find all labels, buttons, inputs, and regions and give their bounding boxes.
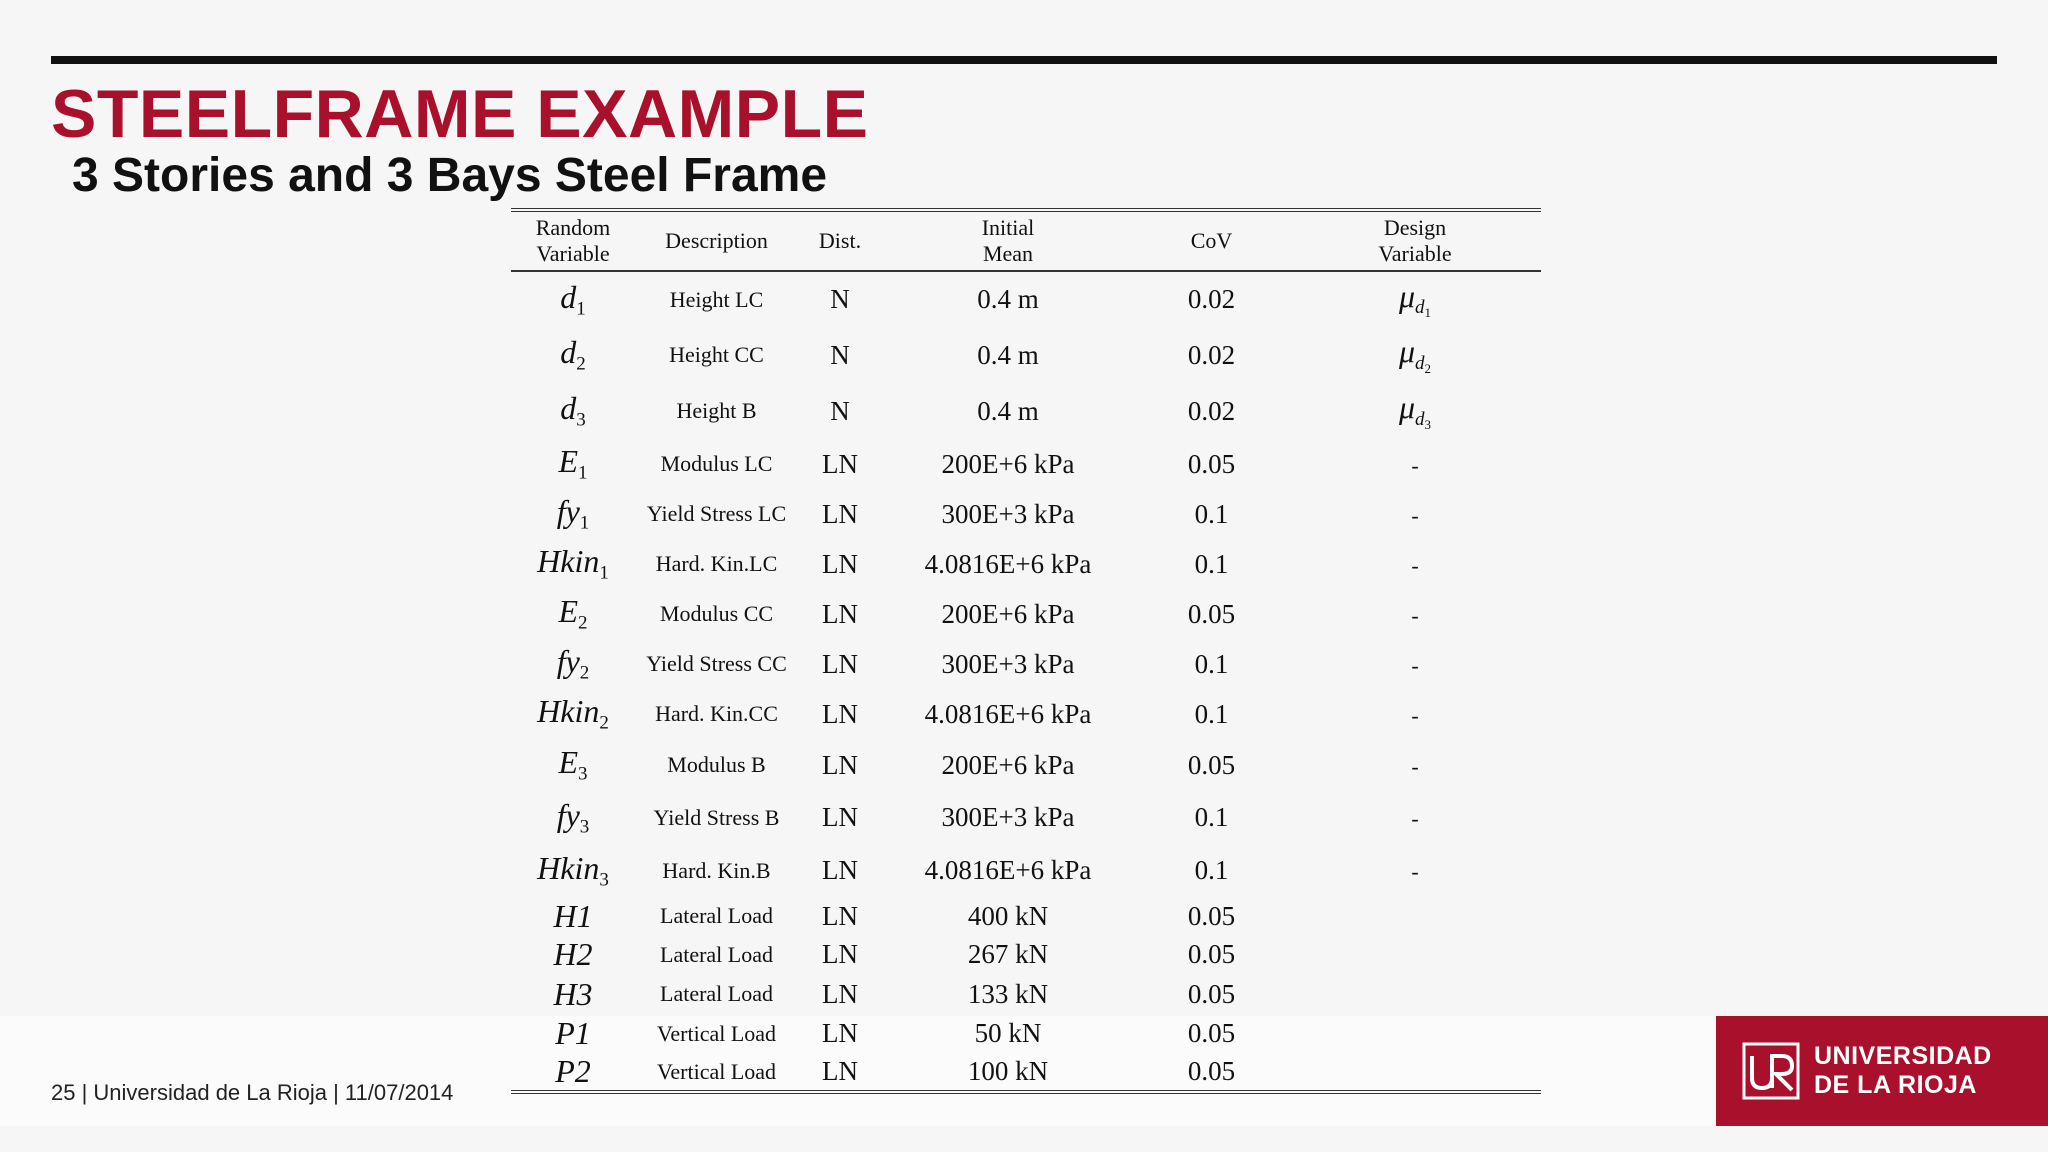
cell-initial-mean: 400 kN — [967, 900, 1049, 931]
design-variable-mu: μ — [1398, 277, 1416, 314]
cell-random-variable — [511, 689, 635, 739]
cell-cov: 0.05 — [1187, 749, 1236, 780]
cell-design-variable — [1289, 589, 1541, 639]
cell-random-variable — [511, 639, 635, 689]
cell-design-variable — [1289, 935, 1541, 974]
random-variable-subscript: 3 — [576, 409, 586, 431]
cell-cov: 0.05 — [1187, 939, 1236, 969]
top-rule — [51, 56, 1997, 64]
cell-design-variable — [1289, 1053, 1541, 1092]
table-row — [511, 271, 1541, 327]
random-variable-symbol — [537, 849, 609, 891]
cell-cov: 0.02 — [1187, 395, 1236, 426]
cell-random-variable — [511, 539, 635, 589]
cell-design-variable — [1289, 791, 1541, 844]
cell-dist: LN — [822, 448, 858, 479]
table-row — [511, 639, 1541, 689]
cell-design-variable — [1289, 439, 1541, 489]
university-logo-text — [1814, 1042, 1992, 1100]
design-variable-value: - — [1411, 552, 1419, 578]
random-variable-base: H2 — [553, 936, 593, 972]
random-variable-base: Hkin — [537, 543, 600, 580]
cell-dist: LN — [822, 598, 858, 629]
design-variable-subsubscript: 3 — [1424, 416, 1432, 432]
cell-design-variable — [1289, 327, 1541, 383]
cell-cov: 0.05 — [1187, 598, 1236, 629]
cell-dist: LN — [822, 900, 858, 931]
cell-design-variable — [1289, 489, 1541, 539]
random-variable-symbol — [556, 493, 590, 534]
random-variable-subscript: 1 — [576, 298, 586, 320]
random-variable-symbol — [555, 1015, 591, 1051]
cell-random-variable — [511, 935, 635, 974]
cell-random-variable — [511, 844, 635, 897]
cell-description: Yield Stress CC — [646, 651, 787, 676]
design-variable-value: - — [1411, 652, 1419, 678]
table-row — [511, 897, 1541, 935]
cell-random-variable — [511, 1053, 635, 1092]
cell-initial-mean: 50 kN — [974, 1018, 1042, 1048]
cell-cov: 0.1 — [1194, 498, 1229, 529]
cell-description: Height B — [676, 398, 757, 423]
cell-cov: 0.05 — [1187, 1018, 1236, 1048]
random-variable-subscript: 3 — [599, 869, 609, 891]
cell-random-variable — [511, 439, 635, 489]
random-variable-symbol — [560, 278, 586, 320]
design-variable-value: - — [1411, 452, 1419, 478]
cell-initial-mean: 300E+3 kPa — [941, 802, 1075, 832]
random-variable-base: E — [558, 443, 579, 480]
design-variable-mu: μ — [1398, 389, 1416, 426]
cell-dist: LN — [822, 498, 858, 529]
cell-design-variable — [1289, 1014, 1541, 1053]
random-variable-base: fy — [556, 493, 580, 530]
table-row — [511, 935, 1541, 974]
design-variable-value: - — [1411, 602, 1419, 628]
cell-design-variable — [1289, 844, 1541, 897]
cell-cov: 0.05 — [1187, 978, 1236, 1009]
random-variable-symbol — [558, 744, 588, 785]
random-variable-subscript: 2 — [579, 662, 590, 684]
random-variable-base: E — [558, 593, 579, 630]
footer-text: 25 | Universidad de La Rioja | 11/07/2014 — [51, 1080, 454, 1105]
university-logo — [1716, 1016, 2048, 1126]
cell-description: Lateral Load — [660, 941, 773, 967]
random-variable-base: d — [560, 278, 577, 315]
cell-initial-mean: 100 kN — [967, 1056, 1049, 1086]
random-variable-symbol — [556, 643, 590, 684]
cell-dist: LN — [822, 698, 858, 729]
cell-dist: LN — [822, 749, 858, 780]
slide-title: STEELFRAME EXAMPLE — [51, 76, 869, 152]
header-description: Description — [635, 210, 798, 271]
table-row — [511, 489, 1541, 539]
cell-design-variable — [1289, 974, 1541, 1014]
cell-description: Height LC — [669, 286, 764, 312]
cell-description: Vertical Load — [656, 1058, 777, 1084]
cell-design-variable — [1289, 539, 1541, 589]
cell-initial-mean: 133 kN — [967, 978, 1049, 1009]
cell-dist: LN — [822, 978, 858, 1009]
cell-description: Lateral Load — [660, 903, 773, 928]
design-variable-value: - — [1411, 702, 1419, 728]
random-variable-subscript: 3 — [578, 763, 588, 785]
design-variable-symbol — [1398, 389, 1432, 432]
table-row — [511, 327, 1541, 383]
table-body — [511, 271, 1541, 1092]
cell-initial-mean: 200E+6 kPa — [941, 598, 1075, 629]
random-variable-subscript: 3 — [579, 816, 590, 838]
cell-description: Yield Stress B — [653, 804, 780, 830]
cell-initial-mean: 4.0816E+6 kPa — [924, 548, 1092, 579]
random-variable-base: d — [560, 334, 577, 371]
table-row — [511, 689, 1541, 739]
design-variable-subscript: d — [1415, 408, 1425, 430]
random-variable-base: H1 — [553, 897, 593, 934]
random-variable-base: H3 — [553, 975, 593, 1012]
random-variable-base: P2 — [555, 1053, 591, 1089]
random-variable-symbol — [537, 693, 609, 734]
logo-line-1: UNIVERSIDAD — [1814, 1042, 1992, 1070]
random-variable-subscript: 1 — [579, 512, 590, 534]
cell-cov: 0.1 — [1194, 548, 1229, 579]
random-variable-symbol — [555, 1053, 591, 1089]
table-row — [511, 1053, 1541, 1092]
random-variable-symbol — [560, 334, 586, 375]
cell-dist: N — [830, 284, 850, 314]
cell-random-variable — [511, 1014, 635, 1053]
cell-random-variable — [511, 791, 635, 844]
cell-cov: 0.1 — [1194, 698, 1229, 729]
random-variable-base: Hkin — [537, 693, 600, 730]
cell-dist: N — [830, 339, 850, 370]
cell-random-variable — [511, 489, 635, 539]
random-variable-base: Hkin — [537, 849, 600, 886]
table-row — [511, 1014, 1541, 1053]
cell-cov: 0.02 — [1187, 284, 1236, 314]
cell-initial-mean: 0.4 m — [977, 395, 1039, 426]
random-variable-subscript: 2 — [576, 353, 586, 375]
cell-random-variable — [511, 739, 635, 791]
random-variable-subscript: 1 — [578, 462, 588, 484]
cell-random-variable — [511, 974, 635, 1014]
header-initial-mean: Initial Mean — [882, 210, 1134, 271]
random-variable-subscript: 2 — [599, 712, 609, 734]
cell-description: Modulus B — [667, 752, 766, 777]
header-random-variable: Random Variable — [511, 210, 635, 271]
cell-cov: 0.1 — [1194, 855, 1229, 885]
cell-initial-mean: 0.4 m — [977, 284, 1039, 314]
random-variable-symbol — [558, 443, 588, 484]
cell-design-variable — [1289, 271, 1541, 327]
cell-cov: 0.05 — [1187, 900, 1236, 931]
cell-initial-mean: 4.0816E+6 kPa — [924, 698, 1092, 729]
random-variable-symbol — [553, 898, 592, 934]
cell-dist: LN — [822, 1018, 858, 1048]
cell-design-variable — [1289, 383, 1541, 439]
cell-initial-mean: 267 kN — [967, 939, 1049, 969]
cell-random-variable — [511, 271, 635, 327]
design-variable-symbol — [1398, 333, 1432, 376]
design-variable-value: - — [1411, 753, 1419, 779]
random-variable-subscript: 2 — [578, 612, 588, 634]
design-variable-symbol — [1398, 277, 1432, 321]
table-row — [511, 974, 1541, 1014]
cell-initial-mean: 200E+6 kPa — [941, 448, 1075, 479]
cell-initial-mean: 300E+3 kPa — [941, 498, 1075, 529]
cell-random-variable — [511, 383, 635, 439]
cell-random-variable — [511, 897, 635, 935]
cell-dist: LN — [822, 548, 858, 579]
header-dist: Dist. — [798, 210, 882, 271]
random-variable-base: P1 — [555, 1015, 591, 1051]
university-logo-icon — [1742, 1042, 1800, 1100]
cell-dist: LN — [822, 1056, 858, 1086]
table-row — [511, 383, 1541, 439]
cell-design-variable — [1289, 897, 1541, 935]
table-row — [511, 791, 1541, 844]
design-variable-value: - — [1411, 502, 1419, 528]
logo-line-2: DE LA RIOJA — [1814, 1071, 1977, 1099]
cell-random-variable — [511, 589, 635, 639]
cell-description: Hard. Kin.CC — [655, 701, 778, 726]
random-variable-symbol — [553, 976, 592, 1012]
cell-design-variable — [1289, 689, 1541, 739]
random-variable-subscript: 1 — [599, 562, 609, 584]
design-variable-mu: μ — [1398, 333, 1416, 370]
cell-description: Modulus CC — [659, 601, 774, 626]
random-variable-base: fy — [556, 643, 580, 680]
design-variable-value: - — [1411, 806, 1419, 831]
cell-description: Hard. Kin.B — [662, 857, 771, 883]
random-variable-symbol — [556, 796, 590, 838]
cell-initial-mean: 0.4 m — [977, 339, 1039, 370]
random-variable-symbol — [553, 936, 592, 972]
design-variable-value: - — [1411, 859, 1419, 884]
design-variable-subsubscript: 1 — [1424, 305, 1432, 321]
cell-cov: 0.1 — [1194, 802, 1229, 832]
cell-description: Vertical Load — [656, 1020, 777, 1046]
cell-dist: LN — [822, 939, 858, 969]
cell-description: Hard. Kin.LC — [655, 551, 778, 576]
table-row — [511, 589, 1541, 639]
cell-initial-mean: 300E+3 kPa — [941, 648, 1075, 679]
cell-design-variable — [1289, 639, 1541, 689]
random-variable-symbol — [560, 390, 586, 431]
slide-subtitle: 3 Stories and 3 Bays Steel Frame — [72, 149, 828, 202]
cell-initial-mean: 4.0816E+6 kPa — [924, 855, 1092, 885]
cell-description: Modulus LC — [660, 451, 773, 476]
random-variables-table — [511, 208, 1541, 1094]
design-variable-subscript: d — [1415, 297, 1425, 319]
cell-cov: 0.02 — [1187, 339, 1236, 370]
header-cov: CoV — [1134, 210, 1289, 271]
cell-dist: LN — [822, 802, 858, 832]
random-variable-base: fy — [556, 796, 580, 833]
cell-dist: LN — [822, 855, 858, 885]
table-header-row — [511, 210, 1541, 271]
table-row — [511, 539, 1541, 589]
cell-description: Height CC — [669, 342, 764, 367]
random-variable-symbol — [537, 543, 609, 584]
cell-dist: N — [830, 395, 850, 426]
design-variable-subsubscript: 2 — [1424, 360, 1432, 376]
cell-dist: LN — [822, 648, 858, 679]
table-row — [511, 439, 1541, 489]
cell-random-variable — [511, 327, 635, 383]
random-variable-base: d — [560, 390, 577, 427]
cell-cov: 0.05 — [1187, 1056, 1236, 1086]
header-design-variable: Design Variable — [1289, 210, 1541, 271]
cell-initial-mean: 200E+6 kPa — [941, 749, 1075, 780]
table-row — [511, 844, 1541, 897]
cell-cov: 0.05 — [1187, 448, 1236, 479]
table-row — [511, 739, 1541, 791]
cell-description: Yield Stress LC — [646, 501, 787, 526]
design-variable-subscript: d — [1415, 352, 1425, 374]
random-variable-base: E — [558, 744, 579, 781]
cell-cov: 0.1 — [1194, 648, 1229, 679]
cell-description: Lateral Load — [660, 981, 773, 1006]
random-variable-symbol — [558, 593, 588, 634]
cell-design-variable — [1289, 739, 1541, 791]
